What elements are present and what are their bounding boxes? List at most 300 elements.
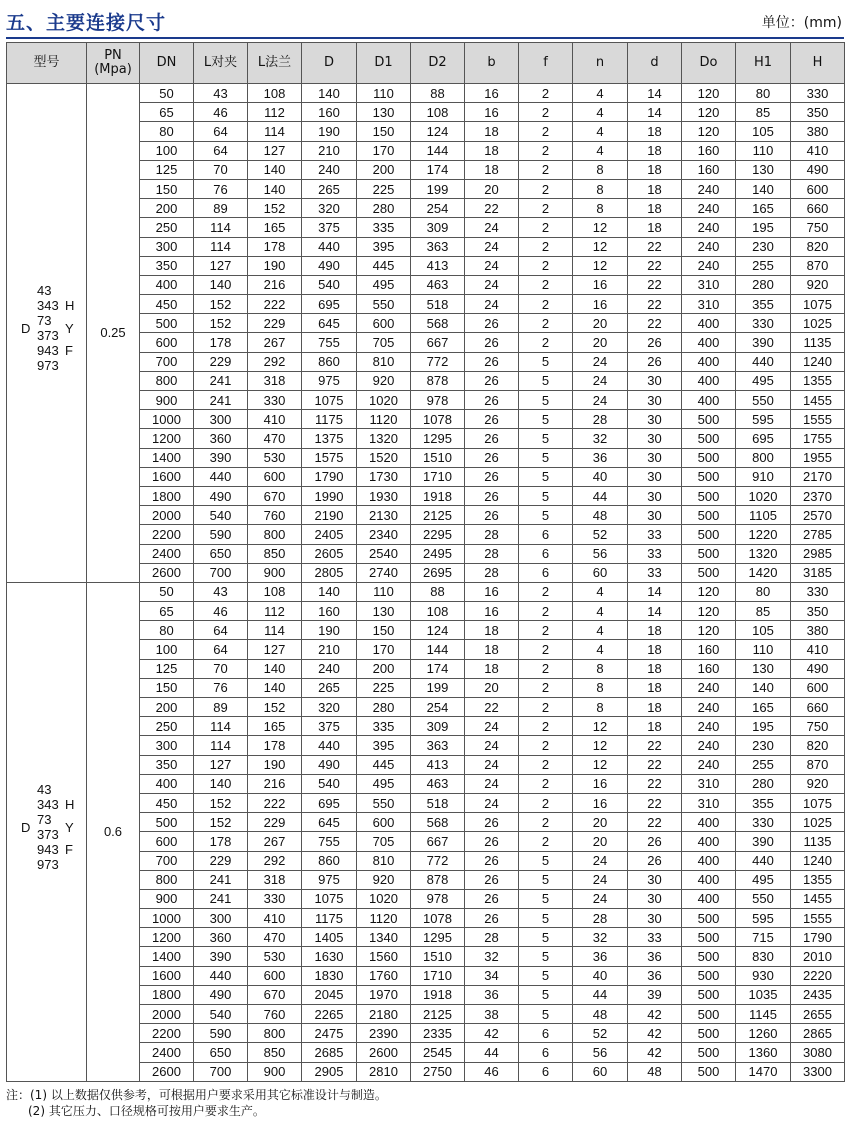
table-cell: 1120	[357, 410, 411, 429]
table-cell: 30	[628, 506, 682, 525]
table-cell: 975	[302, 371, 357, 390]
table-cell: 127	[248, 640, 302, 659]
table-cell: 24	[465, 295, 519, 314]
table-cell: 860	[302, 851, 357, 870]
model-cell	[7, 84, 87, 583]
table-cell: 500	[682, 448, 736, 467]
table-cell: 225	[357, 678, 411, 697]
table-cell: 229	[248, 314, 302, 333]
table-cell: 2190	[302, 506, 357, 525]
table-cell: 1470	[736, 1062, 791, 1081]
table-cell: 1600	[140, 966, 194, 985]
table-cell: 600	[140, 333, 194, 352]
table-cell: 140	[736, 678, 791, 697]
table-cell: 830	[736, 947, 791, 966]
table-cell: 150	[357, 122, 411, 141]
table-cell: 1420	[736, 563, 791, 582]
table-cell: 2000	[140, 506, 194, 525]
table-cell: 2	[519, 237, 573, 256]
table-cell: 18	[628, 218, 682, 237]
table-cell: 26	[465, 448, 519, 467]
table-cell: 16	[465, 103, 519, 122]
header-b: b	[465, 43, 519, 84]
table-cell: 755	[302, 333, 357, 352]
table-cell: 120	[682, 582, 736, 601]
table-cell: 490	[791, 160, 845, 179]
table-cell: 540	[194, 506, 248, 525]
table-cell: 26	[628, 851, 682, 870]
table-cell: 4	[573, 621, 628, 640]
table-cell: 1320	[736, 544, 791, 563]
table-cell: 28	[465, 563, 519, 582]
table-cell: 16	[465, 84, 519, 103]
table-cell: 178	[194, 333, 248, 352]
table-cell: 40	[573, 467, 628, 486]
table-cell: 540	[302, 774, 357, 793]
model-part-e: 73	[37, 312, 52, 328]
table-cell: 33	[628, 563, 682, 582]
table-cell: 2	[519, 314, 573, 333]
table-cell: 350	[140, 256, 194, 275]
table-cell: 26	[465, 391, 519, 410]
table-cell: 229	[248, 813, 302, 832]
table-cell: 5	[519, 889, 573, 908]
table-cell: 26	[465, 314, 519, 333]
table-cell: 64	[194, 122, 248, 141]
table-cell: 200	[357, 160, 411, 179]
table-cell: 2	[519, 295, 573, 314]
table-cell: 28	[573, 909, 628, 928]
table-cell: 32	[573, 429, 628, 448]
table-cell: 5	[519, 352, 573, 371]
table-cell: 540	[194, 1005, 248, 1024]
table-cell: 200	[357, 659, 411, 678]
table-cell: 1025	[791, 314, 845, 333]
table-cell: 975	[302, 870, 357, 889]
table-cell: 1600	[140, 467, 194, 486]
table-cell: 400	[682, 314, 736, 333]
table-cell: 495	[736, 371, 791, 390]
table-cell: 100	[140, 141, 194, 160]
table-cell: 16	[573, 774, 628, 793]
table-cell: 8	[573, 199, 628, 218]
table-cell: 30	[628, 870, 682, 889]
table-cell: 240	[682, 678, 736, 697]
table-cell: 600	[791, 179, 845, 198]
table-cell: 22	[628, 755, 682, 774]
table-cell: 24	[465, 755, 519, 774]
table-cell: 140	[248, 678, 302, 697]
table-cell: 229	[194, 352, 248, 371]
table-cell: 318	[248, 870, 302, 889]
table-cell: 42	[628, 1005, 682, 1024]
table-cell: 695	[302, 295, 357, 314]
table-cell: 178	[248, 736, 302, 755]
table-cell: 772	[411, 851, 465, 870]
header-h: H	[791, 43, 845, 84]
table-cell: 240	[682, 218, 736, 237]
table-cell: 127	[194, 256, 248, 275]
table-cell: 43	[194, 582, 248, 601]
table-cell: 222	[248, 295, 302, 314]
table-cell: 2985	[791, 544, 845, 563]
table-cell: 463	[411, 275, 465, 294]
header-do: Do	[682, 43, 736, 84]
table-cell: 400	[682, 851, 736, 870]
table-cell: 4	[573, 141, 628, 160]
table-cell: 195	[736, 218, 791, 237]
table-cell: 1220	[736, 525, 791, 544]
table-cell: 225	[357, 179, 411, 198]
table-cell: 490	[194, 486, 248, 505]
model-part-g: 373	[37, 327, 59, 343]
table-cell: 495	[736, 870, 791, 889]
table-cell: 410	[791, 141, 845, 160]
table-cell: 2545	[411, 1043, 465, 1062]
table-cell: 110	[357, 84, 411, 103]
table-cell: 2	[519, 640, 573, 659]
table-cell: 360	[194, 429, 248, 448]
table-cell: 2	[519, 755, 573, 774]
table-cell: 590	[194, 525, 248, 544]
header-pn	[87, 43, 140, 84]
table-cell: 300	[140, 237, 194, 256]
pn-cell: 0.25	[87, 84, 140, 583]
table-cell: 600	[140, 832, 194, 851]
table-cell: 1830	[302, 966, 357, 985]
table-cell: 24	[573, 371, 628, 390]
table-cell: 310	[682, 275, 736, 294]
table-cell: 440	[736, 352, 791, 371]
table-cell: 160	[682, 659, 736, 678]
table-cell: 26	[465, 870, 519, 889]
table-cell: 230	[736, 237, 791, 256]
table-cell: 2685	[302, 1043, 357, 1062]
table-cell: 500	[682, 985, 736, 1004]
table-cell: 22	[465, 698, 519, 717]
table-cell: 715	[736, 928, 791, 947]
table-cell: 114	[194, 736, 248, 755]
table-cell: 178	[248, 237, 302, 256]
table-cell: 2	[519, 84, 573, 103]
table-cell: 5	[519, 909, 573, 928]
table-cell: 440	[736, 851, 791, 870]
table-cell: 870	[791, 755, 845, 774]
table-cell: 700	[140, 851, 194, 870]
table-cell: 6	[519, 1024, 573, 1043]
table-cell: 750	[791, 717, 845, 736]
table-cell: 645	[302, 314, 357, 333]
table-cell: 108	[248, 84, 302, 103]
table-cell: 309	[411, 717, 465, 736]
table-cell: 16	[465, 582, 519, 601]
table-cell: 28	[465, 928, 519, 947]
table-cell: 80	[736, 582, 791, 601]
table-cell: 4	[573, 602, 628, 621]
table-cell: 1918	[411, 985, 465, 1004]
table-cell: 292	[248, 851, 302, 870]
table-cell: 900	[248, 1062, 302, 1081]
table-cell: 410	[248, 410, 302, 429]
table-cell: 14	[628, 602, 682, 621]
table-cell: 500	[682, 563, 736, 582]
table-cell: 495	[357, 275, 411, 294]
table-cell: 199	[411, 179, 465, 198]
table-cell: 267	[248, 333, 302, 352]
table-cell: 30	[628, 889, 682, 908]
table-cell: 1730	[357, 467, 411, 486]
table-cell: 280	[357, 698, 411, 717]
table-cell: 1175	[302, 909, 357, 928]
table-cell: 85	[736, 103, 791, 122]
table-cell: 280	[736, 774, 791, 793]
table-cell: 18	[465, 621, 519, 640]
table-cell: 500	[682, 544, 736, 563]
table-cell: 165	[736, 199, 791, 218]
table-cell: 85	[736, 602, 791, 621]
table-cell: 2	[519, 736, 573, 755]
table-cell: 152	[194, 295, 248, 314]
table-cell: 550	[357, 295, 411, 314]
table-cell: 8	[573, 678, 628, 697]
table-cell: 18	[465, 160, 519, 179]
table-cell: 300	[194, 909, 248, 928]
table-cell: 33	[628, 544, 682, 563]
table-cell: 2	[519, 774, 573, 793]
table-cell: 240	[682, 237, 736, 256]
model-part-c: H	[65, 297, 75, 313]
table-cell: 850	[248, 1043, 302, 1062]
table-cell: 22	[628, 813, 682, 832]
table-cell: 18	[628, 621, 682, 640]
table-cell: 2785	[791, 525, 845, 544]
model-designation	[7, 782, 86, 882]
table-cell: 350	[791, 602, 845, 621]
table-cell: 2	[519, 602, 573, 621]
table-cell: 280	[357, 199, 411, 218]
table-cell: 100	[140, 640, 194, 659]
table-cell: 64	[194, 621, 248, 640]
table-cell: 500	[682, 909, 736, 928]
table-cell: 330	[791, 84, 845, 103]
table-cell: 600	[357, 813, 411, 832]
table-cell: 5	[519, 928, 573, 947]
table-cell: 1800	[140, 486, 194, 505]
table-cell: 900	[248, 563, 302, 582]
table-cell: 18	[628, 122, 682, 141]
table-cell: 140	[248, 659, 302, 678]
table-cell: 1930	[357, 486, 411, 505]
table-cell: 8	[573, 698, 628, 717]
table-cell: 46	[194, 602, 248, 621]
table-cell: 2295	[411, 525, 465, 544]
table-cell: 530	[248, 448, 302, 467]
table-cell: 600	[248, 966, 302, 985]
table-cell: 1510	[411, 448, 465, 467]
table-cell: 760	[248, 1005, 302, 1024]
table-cell: 2180	[357, 1005, 411, 1024]
model-part-i: F	[65, 841, 73, 857]
table-cell: 127	[194, 755, 248, 774]
table-cell: 650	[194, 1043, 248, 1062]
table-cell: 48	[628, 1062, 682, 1081]
table-cell: 160	[302, 103, 357, 122]
table-cell: 20	[465, 179, 519, 198]
table-cell: 2	[519, 582, 573, 601]
table-cell: 500	[682, 486, 736, 505]
table-cell: 24	[465, 774, 519, 793]
model-part-b: 343	[37, 796, 59, 812]
pn-cell: 0.6	[87, 582, 140, 1081]
table-cell: 820	[791, 237, 845, 256]
table-body	[7, 84, 845, 1082]
table-cell: 46	[465, 1062, 519, 1081]
table-cell: 24	[573, 391, 628, 410]
table-cell: 14	[628, 84, 682, 103]
table-cell: 5	[519, 429, 573, 448]
table-cell: 108	[248, 582, 302, 601]
table-cell: 240	[682, 199, 736, 218]
table-cell: 500	[682, 1043, 736, 1062]
table-cell: 595	[736, 909, 791, 928]
table-cell: 18	[628, 659, 682, 678]
table-cell: 22	[628, 774, 682, 793]
table-cell: 2	[519, 199, 573, 218]
table-cell: 440	[302, 237, 357, 256]
table-cell: 125	[140, 659, 194, 678]
table-cell: 390	[194, 947, 248, 966]
note-2: (2) 其它压力、口径规格可按用户要求生产。	[28, 1104, 265, 1118]
table-cell: 160	[682, 160, 736, 179]
table-cell: 490	[194, 985, 248, 1004]
table-cell: 255	[736, 755, 791, 774]
table-cell: 140	[194, 275, 248, 294]
table-cell: 1520	[357, 448, 411, 467]
table-cell: 114	[194, 717, 248, 736]
table-cell: 700	[194, 1062, 248, 1081]
table-cell: 1020	[357, 391, 411, 410]
table-cell: 1710	[411, 966, 465, 985]
table-cell: 500	[682, 966, 736, 985]
table-cell: 920	[791, 275, 845, 294]
table-cell: 860	[302, 352, 357, 371]
table-cell: 70	[194, 160, 248, 179]
table-cell: 1405	[302, 928, 357, 947]
table-cell: 920	[357, 870, 411, 889]
table-cell: 878	[411, 371, 465, 390]
table-cell: 1000	[140, 410, 194, 429]
table-cell: 3185	[791, 563, 845, 582]
table-cell: 2655	[791, 1005, 845, 1024]
table-cell: 110	[736, 141, 791, 160]
table-cell: 18	[628, 160, 682, 179]
model-cell	[7, 582, 87, 1081]
model-part-i: F	[65, 342, 73, 358]
table-cell: 300	[140, 736, 194, 755]
table-cell: 165	[736, 698, 791, 717]
table-cell: 600	[791, 678, 845, 697]
table-cell: 660	[791, 199, 845, 218]
table-cell: 2	[519, 160, 573, 179]
table-cell: 363	[411, 736, 465, 755]
table-cell: 20	[573, 314, 628, 333]
table-cell: 1260	[736, 1024, 791, 1043]
table-cell: 18	[628, 717, 682, 736]
model-part-c: H	[65, 796, 75, 812]
table-cell: 2265	[302, 1005, 357, 1024]
table-cell: 335	[357, 717, 411, 736]
table-cell: 267	[248, 832, 302, 851]
table-cell: 600	[248, 467, 302, 486]
table-cell: 2340	[357, 525, 411, 544]
table-cell: 105	[736, 122, 791, 141]
table-cell: 490	[791, 659, 845, 678]
table-cell: 50	[140, 582, 194, 601]
table-cell: 375	[302, 218, 357, 237]
table-cell: 2	[519, 256, 573, 275]
table-cell: 6	[519, 563, 573, 582]
table-cell: 24	[573, 870, 628, 889]
table-cell: 22	[628, 736, 682, 755]
table-cell: 216	[248, 275, 302, 294]
table-cell: 450	[140, 793, 194, 812]
table-cell: 1020	[736, 486, 791, 505]
table-cell: 28	[573, 410, 628, 429]
table-cell: 1760	[357, 966, 411, 985]
header-dn: DN	[140, 43, 194, 84]
table-cell: 30	[628, 909, 682, 928]
table-cell: 124	[411, 122, 465, 141]
table-cell: 80	[736, 84, 791, 103]
table-cell: 318	[248, 371, 302, 390]
table-cell: 16	[573, 275, 628, 294]
table-cell: 216	[248, 774, 302, 793]
table-cell: 26	[465, 832, 519, 851]
table-cell: 6	[519, 1062, 573, 1081]
table-cell: 36	[573, 947, 628, 966]
table-cell: 144	[411, 640, 465, 659]
table-cell: 16	[573, 793, 628, 812]
table-cell: 310	[682, 793, 736, 812]
table-cell: 30	[628, 410, 682, 429]
table-cell: 2000	[140, 1005, 194, 1024]
table-cell: 5	[519, 467, 573, 486]
table-cell: 292	[248, 352, 302, 371]
table-cell: 24	[465, 736, 519, 755]
table-cell: 1510	[411, 947, 465, 966]
table-cell: 76	[194, 678, 248, 697]
model-part-f: Y	[65, 819, 74, 835]
table-cell: 140	[194, 774, 248, 793]
table-cell: 1075	[791, 793, 845, 812]
table-cell: 3300	[791, 1062, 845, 1081]
table-cell: 24	[465, 793, 519, 812]
table-cell: 52	[573, 1024, 628, 1043]
table-cell: 550	[736, 391, 791, 410]
table-cell: 1575	[302, 448, 357, 467]
table-cell: 2	[519, 275, 573, 294]
table-cell: 645	[302, 813, 357, 832]
table-cell: 150	[140, 678, 194, 697]
table-cell: 80	[140, 621, 194, 640]
table-cell: 130	[736, 659, 791, 678]
table-cell: 229	[194, 851, 248, 870]
table-cell: 254	[411, 698, 465, 717]
model-part-g: 373	[37, 826, 59, 842]
table-cell: 255	[736, 256, 791, 275]
table-cell: 705	[357, 832, 411, 851]
table-cell: 5	[519, 506, 573, 525]
